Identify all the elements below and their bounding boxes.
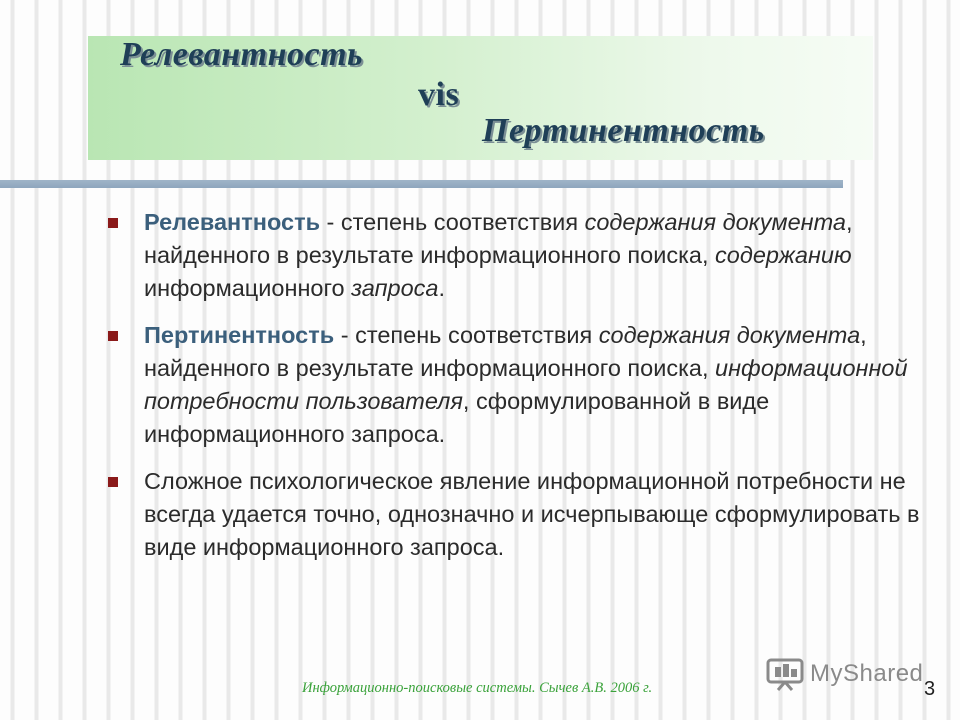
bullet-text: Сложное психологическое явление информационной потребности не всегда удается точно, однозначно и исчерпывающе сформулировать в виде информационного запроса. [144, 468, 920, 560]
bullet-emphasis: запроса [351, 275, 439, 301]
bullet-text: - степень соответствия [334, 322, 599, 348]
bullet-text: , найденного в результате информационного поиска, [144, 322, 867, 381]
bullet-emphasis: содержанию [715, 242, 852, 268]
title-divider [0, 180, 843, 188]
term-relevance: Релевантность [144, 209, 321, 235]
square-bullet-icon [108, 477, 118, 487]
square-bullet-icon [108, 331, 118, 341]
term-pertinence: Пертинентность [144, 322, 335, 348]
presentation-board-icon [766, 657, 804, 691]
bullet-text: информационного [144, 275, 352, 301]
bullet-text: , сформулированной в виде информационного запроса. [144, 388, 770, 447]
square-bullet-icon [108, 218, 118, 228]
bullet-emphasis: содержания документа [584, 209, 846, 235]
bullet-information-need [104, 465, 944, 564]
title-line-3: Пертинентность [482, 112, 765, 149]
title-line-2: vis [418, 76, 460, 113]
bullet-emphasis: содержания документа [598, 322, 861, 348]
bullet-text: . [438, 275, 446, 301]
myshared-logo[interactable] [766, 656, 923, 692]
footer-caption: Информационно-поисковые системы. Сычев А.В. 2006 г. [302, 680, 653, 696]
bullet-relevance [104, 206, 944, 305]
bullet-list [104, 206, 944, 578]
bullet-pertinence [104, 319, 944, 451]
bullet-text: , найденного в результате информационного поиска, [144, 209, 853, 268]
title-line-1: Релевантность [120, 36, 364, 73]
bullet-emphasis: информационной потребности пользователя [144, 355, 908, 414]
bullet-text: - степень соответствия [320, 209, 585, 235]
page-number: 3 [924, 678, 936, 700]
logo-text: MyShared [810, 660, 924, 687]
